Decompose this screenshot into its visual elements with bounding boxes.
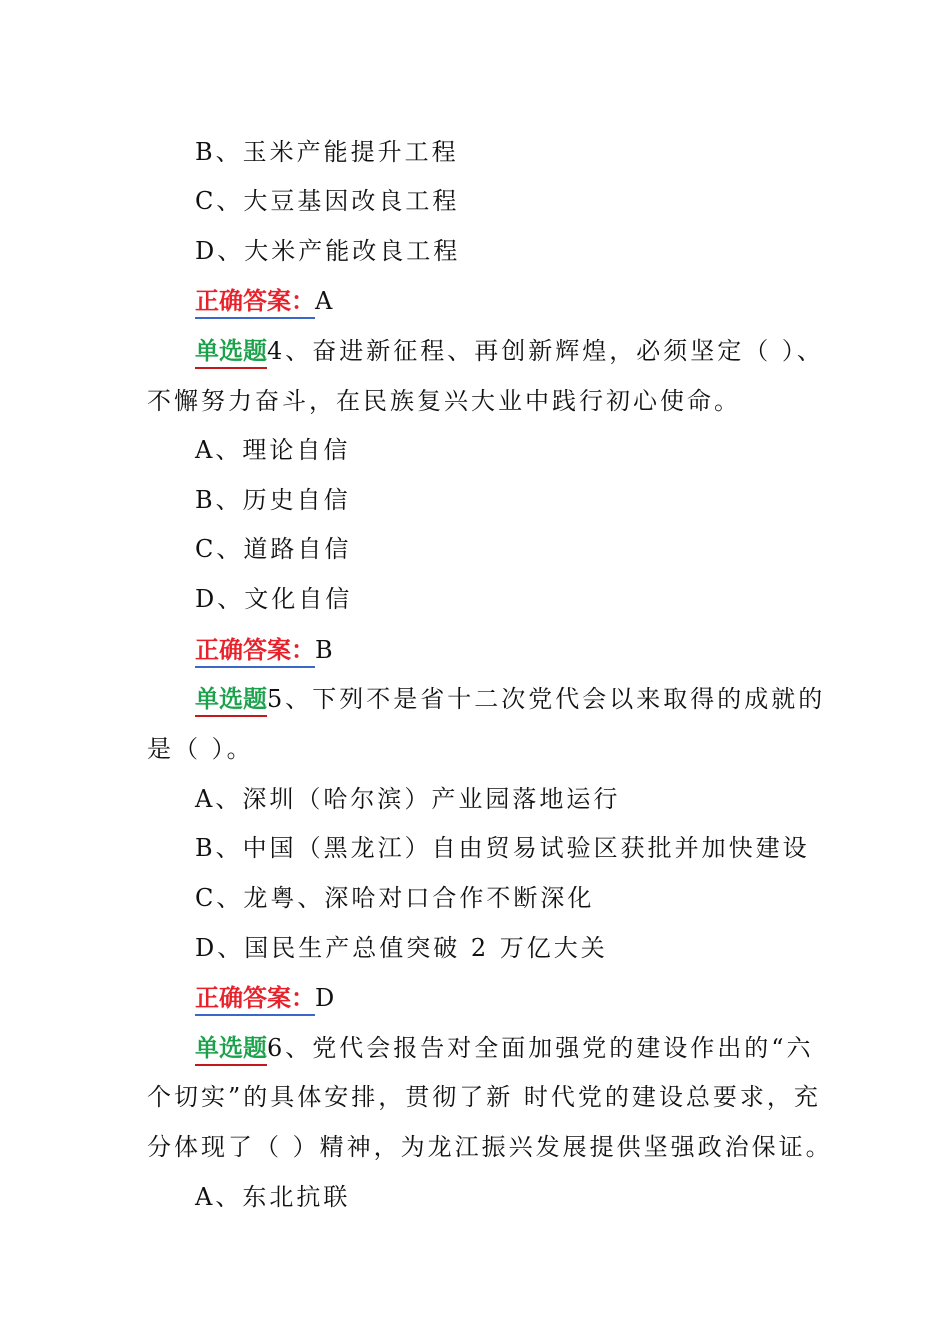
q6-question-line1 bbox=[195, 1032, 814, 1064]
q5-text-line2: 是（ ）。 bbox=[147, 735, 254, 763]
q3-answer-line bbox=[195, 285, 335, 317]
q3-answer-value: A bbox=[315, 287, 336, 315]
question-type-label: 单选题 bbox=[195, 685, 267, 717]
q5-option-b: B、中国（黑龙江）自由贸易试验区获批并加快建设 bbox=[195, 834, 810, 862]
q4-answer-line bbox=[195, 634, 336, 666]
q3-option-d: D、大米产能改良工程 bbox=[195, 237, 461, 265]
q4-option-c: C、道路自信 bbox=[195, 535, 352, 563]
q5-option-d: D、国民生产总值突破 2 万亿大关 bbox=[195, 934, 608, 962]
q5-option-a: A、深圳（哈尔滨）产业园落地运行 bbox=[195, 785, 621, 813]
q4-answer-value: B bbox=[315, 636, 336, 664]
answer-label: 正确答案： bbox=[195, 636, 315, 668]
q5-answer-line bbox=[195, 982, 337, 1014]
q5-text-line1: 5、下列不是省十二次党代会以来取得的成就的 bbox=[267, 685, 826, 713]
q4-text-line2: 不懈努力奋斗，在民族复兴大业中践行初心使命。 bbox=[147, 387, 741, 415]
answer-label: 正确答案： bbox=[195, 287, 315, 319]
q6-text-line1: 6、党代会报告对全面加强党的建设作出的“六 bbox=[267, 1034, 814, 1062]
q3-option-c: C、大豆基因改良工程 bbox=[195, 187, 460, 215]
question-type-label: 单选题 bbox=[195, 1034, 267, 1066]
q4-question-line1 bbox=[195, 335, 824, 367]
q4-option-a: A、理论自信 bbox=[195, 436, 351, 464]
q3-option-b: B、玉米产能提升工程 bbox=[195, 138, 459, 166]
q6-text-line3: 分体现了（ ）精神，为龙江振兴发展提供坚强政治保证。 bbox=[147, 1133, 833, 1161]
q4-option-b: B、历史自信 bbox=[195, 486, 351, 514]
question-type-label: 单选题 bbox=[195, 337, 267, 369]
q6-text-line2: 个切实”的具体安排，贯彻了新 时代党的建设总要求，充 bbox=[147, 1083, 821, 1111]
answer-label: 正确答案： bbox=[195, 984, 315, 1016]
q6-option-a: A、东北抗联 bbox=[195, 1183, 351, 1211]
q4-text-line1: 4、奋进新征程、再创新辉煌，必须坚定（ ）、 bbox=[267, 337, 824, 365]
q5-answer-value: D bbox=[315, 984, 338, 1012]
q4-option-d: D、文化自信 bbox=[195, 585, 353, 613]
q5-option-c: C、龙粤、深哈对口合作不断深化 bbox=[195, 884, 595, 912]
q5-question-line1 bbox=[195, 683, 825, 715]
